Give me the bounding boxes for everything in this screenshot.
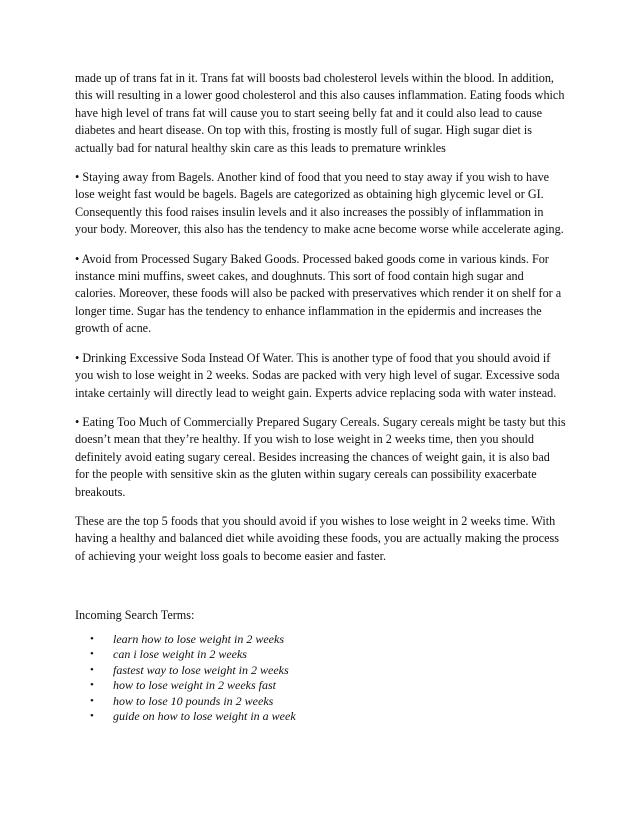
paragraph-cereals: • Eating Too Much of Commercially Prepared Sugary Cereals. Sugary cereals might be tasty but this doesn’t mean that they’re healthy. If you wish to lose weight in 2 weeks time, then you should definitely avoid eating sugary cereal. Besides increasing the chances of weight gain, it is also bad for the people with sensitive skin as the gluten within sugary cereals can possibility exacerbate breakouts. bbox=[75, 414, 566, 499]
paragraph-trans-fat: made up of trans fat in it. Trans fat will boosts bad cholesterol levels within the blood. In addition, this will resulting in a lower good cholesterol and this also causes inflammation. Eating foods which have high level of trans fat will cause you to start seeing belly fat and it could also lead to cause diabetes and heart disease. On top with this, frosting is mostly full of sugar. High sugar diet is actually bad for natural healthy skin care as this leads to premature wrinkles bbox=[75, 71, 565, 155]
search-term: guide on how to lose weight in a week bbox=[113, 708, 296, 723]
list-item bbox=[75, 647, 296, 662]
paragraph-conclusion: These are the top 5 foods that you should avoid if you wishes to lose weight in 2 weeks time. With having a healthy and balanced diet while avoiding these foods, you are actually making the process of achieving your weight loss goals to become easier and faster. bbox=[75, 513, 559, 563]
paragraph-baked-goods: • Avoid from Processed Sugary Baked Goods. Processed baked goods come in various kinds. For instance mini muffins, sweet cakes, and doughnuts. This sort of food contain high sugar and calories. Moreover, these foods will also be packed with preservatives which render it on shelf for a longer time. Sugar has the tendency to enhance inflammation in the epidermis and increases the growth of acne. bbox=[75, 251, 562, 336]
list-item bbox=[75, 663, 296, 678]
search-term: how to lose 10 pounds in 2 weeks bbox=[113, 693, 274, 708]
bullet-icon: • bbox=[90, 679, 94, 692]
search-term: fastest way to lose weight in 2 weeks bbox=[113, 662, 289, 677]
search-term: how to lose weight in 2 weeks fast bbox=[113, 678, 276, 693]
search-terms-heading: Incoming Search Terms: bbox=[75, 608, 195, 622]
bullet-icon: • bbox=[90, 709, 94, 722]
search-term: learn how to lose weight in 2 weeks bbox=[113, 632, 284, 646]
bullet-icon: • bbox=[90, 663, 94, 676]
list-item bbox=[75, 632, 296, 647]
paragraph-bagels: • Staying away from Bagels. Another kind of food that you need to stay away if you wish to have lose weight fast would be bagels. Bagels are categorized as obtaining high glycemic level or GI. Consequently this food raises insulin levels and it also increases the possibly of inflammation in your body. Moreover, this also has the tendency to make acne become worse while accelerate aging. bbox=[75, 170, 564, 237]
bullet-icon: • bbox=[90, 694, 94, 707]
search-term: can i lose weight in 2 weeks bbox=[113, 647, 247, 662]
bullet-icon: • bbox=[90, 648, 94, 661]
list-item bbox=[75, 694, 296, 709]
list-item bbox=[75, 709, 296, 724]
article-body bbox=[75, 70, 567, 577]
paragraph-soda: • Drinking Excessive Soda Instead Of Water. This is another type of food that you should avoid if you wish to lose weight in 2 weeks. Sodas are packed with very high level of sugar. Excessive soda intake certainly will directly lead to weight gain. Experts advice replacing soda with water instead. bbox=[75, 350, 560, 400]
list-item bbox=[75, 678, 296, 693]
search-terms-list bbox=[75, 632, 296, 724]
bullet-icon: • bbox=[90, 633, 94, 645]
